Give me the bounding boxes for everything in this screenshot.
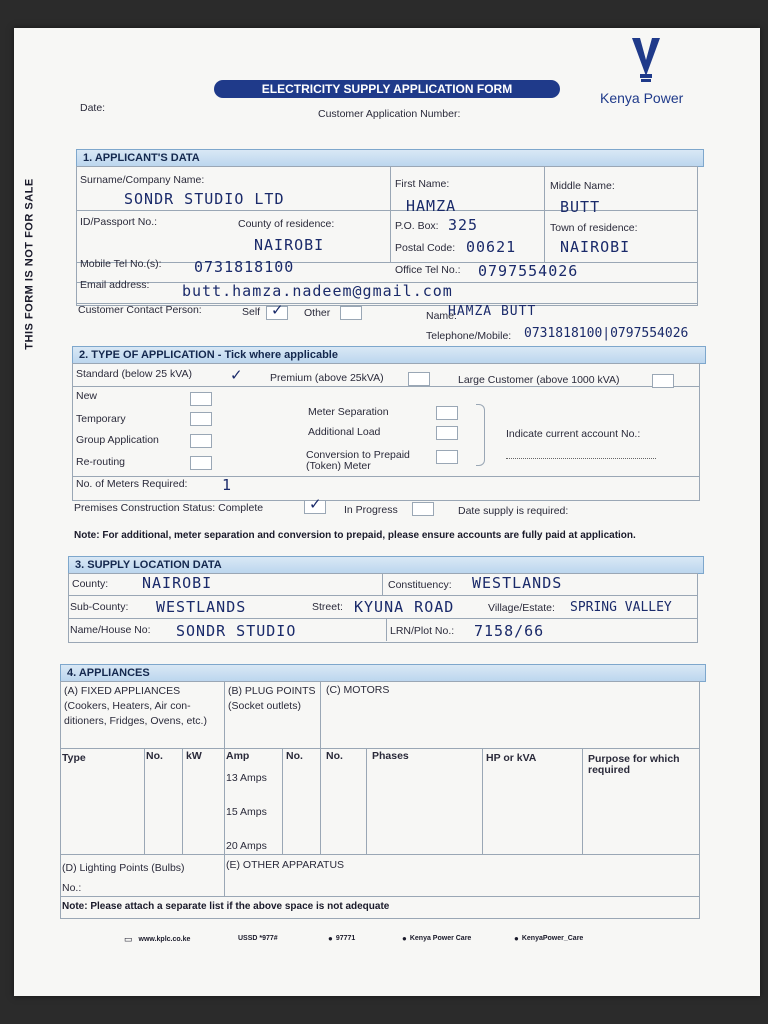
mobile-label: Mobile Tel No.(s):: [80, 258, 162, 270]
footer-ussd: USSD *977#: [238, 935, 278, 942]
lrn-value[interactable]: 7158/66: [474, 622, 545, 640]
footer-twitter: KenyaPower_Care: [521, 935, 584, 942]
col-amp: Amp: [226, 750, 250, 762]
account-number-field[interactable]: [506, 458, 656, 459]
section-type-heading: 2. TYPE OF APPLICATION - Tick where applicable: [72, 346, 706, 364]
other-apparatus-label: (E) OTHER APPARATUS: [226, 859, 345, 871]
brand-name: Kenya Power: [600, 90, 684, 106]
county-value[interactable]: NAIROBI: [142, 574, 213, 592]
middle-name-label: Middle Name:: [550, 180, 615, 192]
complete-checkbox[interactable]: ✓: [304, 500, 326, 514]
col-no: No.: [146, 750, 163, 762]
village-value[interactable]: SPRING VALLEY: [570, 600, 672, 615]
premium-checkbox[interactable]: [408, 372, 430, 386]
conversion-checkbox[interactable]: [436, 450, 458, 464]
rerouting-label: Re-routing: [76, 456, 126, 468]
col-phases: Phases: [372, 750, 409, 762]
pobox-value[interactable]: 325: [448, 216, 479, 234]
surname-label: Surname/Company Name:: [80, 174, 205, 186]
constituency-label: Constituency:: [388, 579, 452, 591]
new-label: New: [76, 390, 98, 402]
contact-name-value[interactable]: HAMZA BUTT: [448, 304, 537, 319]
meter-separation-label: Meter Separation: [308, 406, 389, 418]
lighting-no-label: No.:: [62, 882, 82, 894]
email-label: Email address:: [80, 279, 150, 291]
footer-web[interactable]: www.kplc.co.ke: [138, 936, 191, 943]
meters-required-value[interactable]: 1: [222, 476, 233, 494]
county-label: County:: [72, 578, 109, 590]
street-value[interactable]: KYUNA ROAD: [354, 598, 455, 616]
fixed-appliances-label: (A) FIXED APPLIANCES (Cookers, Heaters, Air con- ditioners, Fridges, Ovens, etc.): [64, 685, 207, 727]
lrn-label: LRN/Plot No.:: [390, 625, 455, 637]
temporary-checkbox[interactable]: [190, 412, 212, 426]
other-checkbox[interactable]: [340, 306, 362, 320]
form-title: ELECTRICITY SUPPLY APPLICATION FORM: [214, 80, 560, 98]
subcounty-label: Sub-County:: [70, 601, 129, 613]
additional-load-checkbox[interactable]: [436, 426, 458, 440]
first-name-label: First Name:: [395, 178, 450, 190]
form-paper: [14, 28, 760, 996]
telephone-mobile-label: Telephone/Mobile:: [426, 330, 512, 342]
premium-label: Premium (above 25kVA): [270, 372, 384, 384]
indicate-account-label: Indicate current account No.:: [506, 428, 641, 440]
street-label: Street:: [312, 601, 343, 613]
date-supply-label: Date supply is required:: [458, 505, 569, 517]
in-progress-checkbox[interactable]: [412, 502, 434, 516]
facebook-icon: ●: [402, 934, 407, 943]
new-checkbox[interactable]: [190, 392, 212, 406]
col-type: Type: [62, 752, 86, 764]
computer-icon: ▭: [124, 934, 133, 944]
col-hp-kva: HP or kVA: [486, 752, 537, 764]
subcounty-value[interactable]: WESTLANDS: [156, 598, 247, 616]
middle-name-value[interactable]: BUTT: [560, 198, 601, 216]
in-progress-label: In Progress: [344, 504, 398, 516]
postal-value[interactable]: 00621: [466, 238, 517, 256]
contact-name-label: Name:: [426, 310, 457, 322]
section-location-heading: 3. SUPPLY LOCATION DATA: [68, 556, 704, 574]
office-label: Office Tel No.:: [395, 264, 461, 276]
plug-points-label: (B) PLUG POINTS (Socket outlets): [228, 685, 316, 712]
amp-20: 20 Amps: [226, 840, 267, 852]
county-residence-label: County of residence:: [238, 218, 335, 230]
email-value[interactable]: butt.hamza.nadeem@gmail.com: [182, 282, 453, 300]
meters-required-label: No. of Meters Required:: [76, 478, 188, 490]
col-kw: kW: [186, 750, 202, 762]
surname-value[interactable]: SONDR STUDIO LTD: [124, 190, 285, 208]
section-appliances-heading: 4. APPLIANCES: [60, 664, 706, 682]
group-checkbox[interactable]: [190, 434, 212, 448]
col-purpose: Purpose for which required: [588, 753, 680, 776]
bracket: [476, 404, 485, 466]
twitter-icon: ●: [514, 934, 519, 943]
lighting-label: (D) Lighting Points (Bulbs): [62, 862, 185, 874]
id-label: ID/Passport No.:: [80, 216, 158, 228]
amp-13: 13 Amps: [226, 772, 267, 784]
other-label: Other: [304, 307, 331, 319]
contact-person-label: Customer Contact Person:: [78, 304, 202, 316]
standard-label: Standard (below 25 kVA): [76, 368, 192, 380]
premises-status-label: Premises Construction Status: Complete: [74, 502, 264, 514]
temporary-label: Temporary: [76, 413, 126, 425]
section-applicant-heading: 1. APPLICANT'S DATA: [76, 149, 704, 167]
mobile-value[interactable]: 0731818100: [194, 258, 295, 276]
application-number-label: Customer Application Number:: [318, 108, 461, 120]
large-customer-checkbox[interactable]: [652, 374, 674, 388]
col-no-2: No.: [286, 750, 303, 762]
amp-15: 15 Amps: [226, 806, 267, 818]
motors-label: (C) MOTORS: [326, 684, 390, 696]
large-customer-label: Large Customer (above 1000 kVA): [458, 374, 620, 386]
office-value[interactable]: 0797554026: [478, 262, 579, 280]
telephone-mobile-value[interactable]: 0731818100|0797554026: [524, 326, 689, 341]
col-no-3: No.: [326, 750, 343, 762]
self-checkbox[interactable]: ✓: [266, 306, 288, 320]
date-label: Date:: [80, 102, 106, 114]
kenya-power-logo-icon: [626, 34, 666, 84]
footer-phone: 97771: [335, 935, 356, 942]
rerouting-checkbox[interactable]: [190, 456, 212, 470]
first-name-value[interactable]: HAMZA: [406, 197, 457, 215]
additional-load-label: Additional Load: [308, 426, 381, 438]
meter-separation-checkbox[interactable]: [436, 406, 458, 420]
side-label: THIS FORM IS NOT FOR SALE: [23, 178, 36, 350]
house-value[interactable]: SONDR STUDIO: [176, 622, 297, 640]
town-label: Town of residence:: [550, 222, 638, 234]
pobox-label: P.O. Box:: [395, 220, 439, 232]
house-label: Name/House No:: [70, 624, 151, 636]
town-value[interactable]: NAIROBI: [560, 238, 631, 256]
footer-facebook: Kenya Power Care: [409, 935, 472, 942]
self-label: Self: [242, 306, 261, 318]
phone-icon: ●: [328, 934, 333, 943]
group-label: Group Application: [76, 434, 159, 446]
section2-note: Note: For additional, meter separation and conversion to prepaid, please ensure accounts are fully paid at application.: [74, 530, 636, 541]
postal-label: Postal Code:: [395, 242, 456, 254]
conversion-label: Conversion to Prepaid (Token) Meter: [306, 449, 410, 472]
standard-check-icon[interactable]: ✓: [230, 367, 243, 384]
constituency-value[interactable]: WESTLANDS: [472, 574, 563, 592]
county-residence-value[interactable]: NAIROBI: [254, 236, 325, 254]
village-label: Village/Estate:: [488, 602, 555, 614]
section4-note: Note: Please attach a separate list if the above space is not adequate: [62, 901, 390, 912]
